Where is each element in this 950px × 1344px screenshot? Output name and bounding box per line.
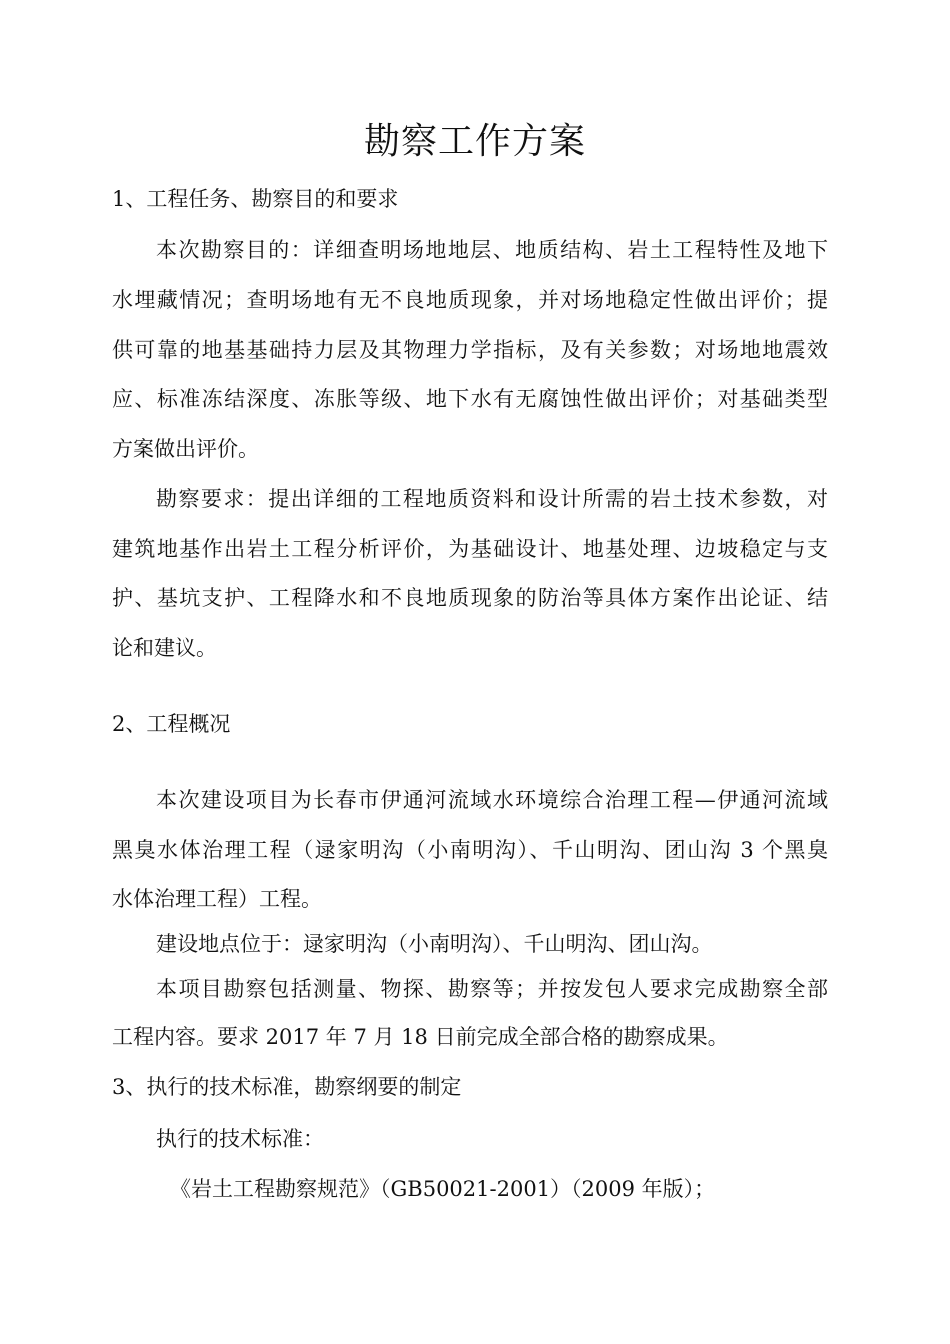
section-2-para-1-line-1: 本次建设项目为长春市伊通河流域水环境综合治理工程—伊通河流域: [156, 788, 828, 812]
section-2-para-3-line-1: 本项目勘察包括测量、物探、勘察等；并按发包人要求完成勘察全部: [156, 977, 828, 1001]
page-title: 勘察工作方案: [363, 121, 586, 162]
section-1-para-1-line-4: 应、标准冻结深度、冻胀等级、地下水有无腐蚀性做出评价；对基础类型: [112, 387, 828, 411]
section-1-para-2-line-3: 护、基坑支护、工程降水和不良地质现象的防治等具体方案作出论证、结: [112, 586, 828, 610]
section-3-heading: 3、执行的技术标准，勘察纲要的制定: [112, 1075, 462, 1099]
section-2-para-2-line-1: 建设地点位于：逯家明沟（小南明沟）、千山明沟、团山沟。: [156, 932, 713, 956]
section-1-para-2-line-1: 勘察要求：提出详细的工程地质资料和设计所需的岩土技术参数，对: [156, 487, 828, 511]
standard-reference-item: 《岩土工程勘察规范》（GB50021-2001）（2009 年版）；: [170, 1177, 716, 1201]
section-1-para-1-line-2: 水埋藏情况；查明场地有无不良地质现象，并对场地稳定性做出评价；提: [112, 288, 828, 312]
section-2-para-3-line-2: 工程内容。要求 2017 年 7 月 18 日前完成全部合格的勘察成果。: [112, 1025, 729, 1049]
section-1-para-2-line-4: 论和建议。: [112, 636, 217, 660]
section-1-heading: 1、工程任务、勘察目的和要求: [112, 187, 399, 211]
section-1-para-1-line-5: 方案做出评价。: [112, 437, 259, 461]
section-1-para-1-line-1: 本次勘察目的：详细查明场地地层、地质结构、岩土工程特性及地下: [156, 238, 828, 262]
section-1-para-2-line-2: 建筑地基作出岩土工程分析评价，为基础设计、地基处理、边坡稳定与支: [112, 537, 828, 561]
section-2-para-1-line-3: 水体治理工程）工程。: [112, 887, 322, 911]
section-2-para-1-line-2: 黑臭水体治理工程（逯家明沟（小南明沟）、千山明沟、团山沟 3 个黑臭: [112, 838, 828, 862]
section-3-para-1-line-1: 执行的技术标准：: [156, 1127, 324, 1151]
section-2-heading: 2、工程概况: [112, 712, 231, 736]
section-1-para-1-line-3: 供可靠的地基基础持力层及其物理力学指标，及有关参数；对场地地震效: [112, 338, 828, 362]
